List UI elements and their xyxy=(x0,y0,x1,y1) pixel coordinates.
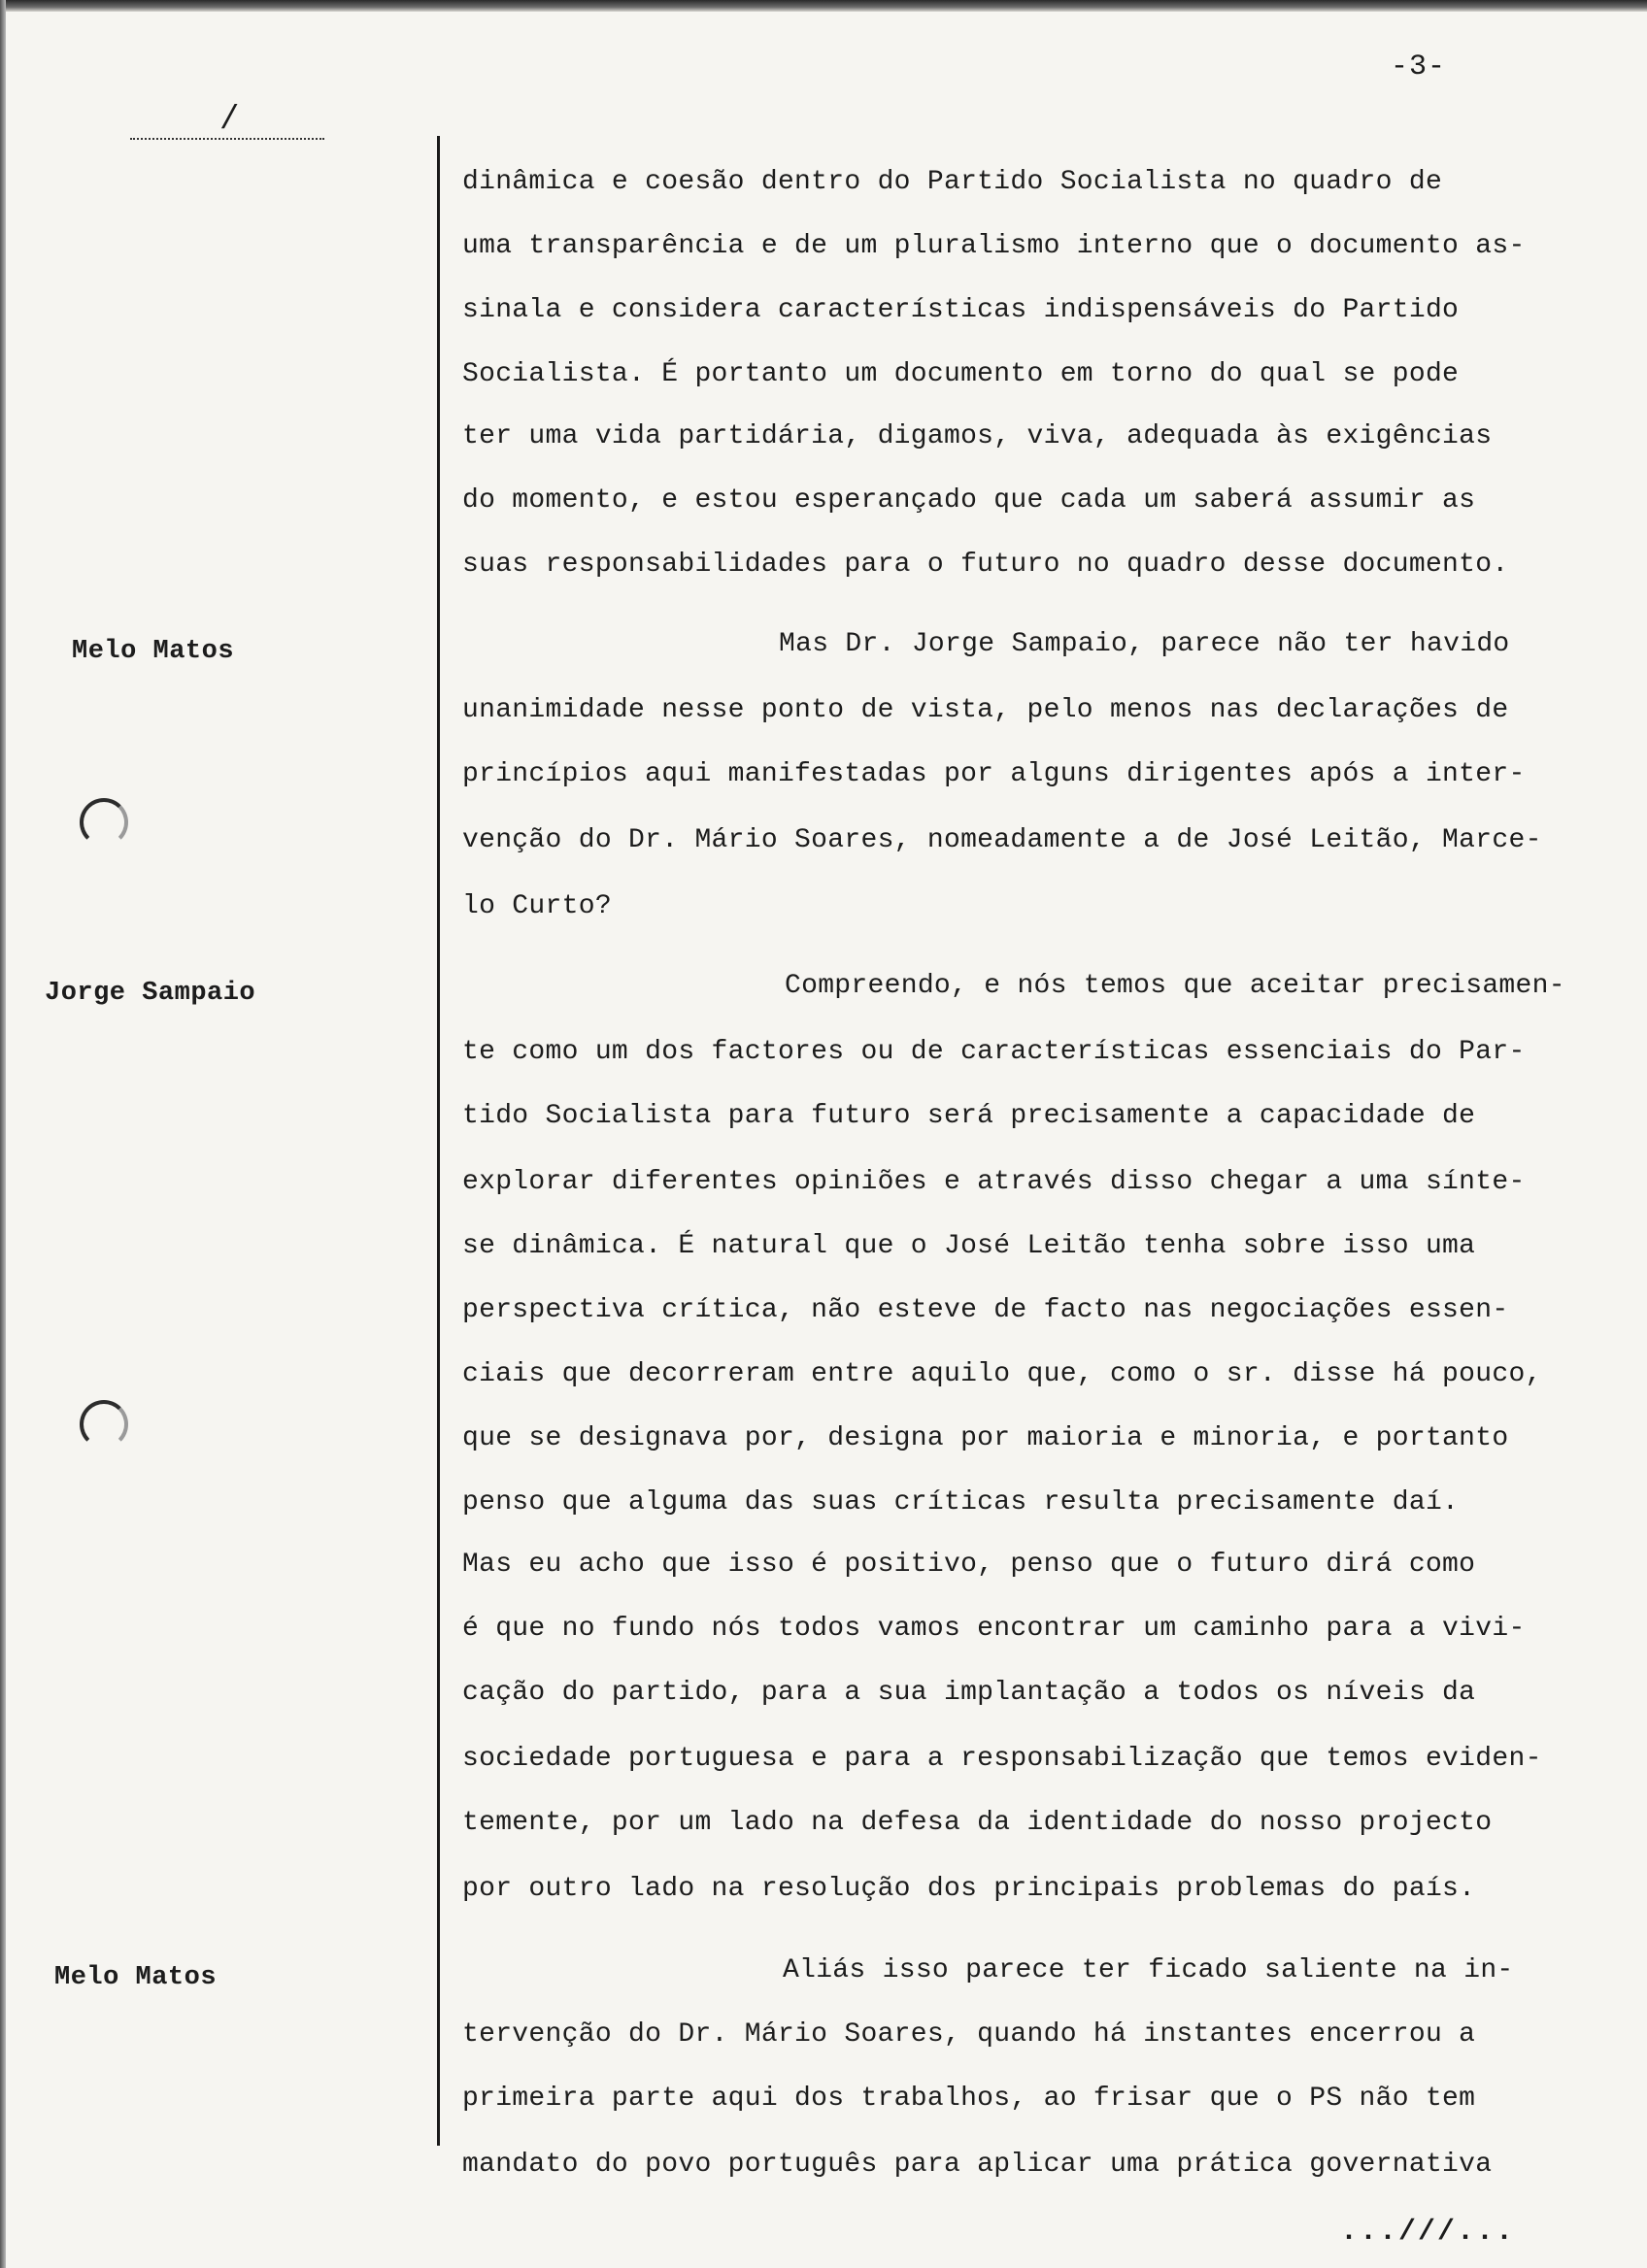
speaker-label: Jorge Sampaio xyxy=(45,979,256,1008)
transcript-line: perspectiva crítica, não esteve de facto nas negociações essen- xyxy=(462,1295,1509,1325)
transcript-line: Socialista. É portanto um documento em torno do qual se pode xyxy=(462,359,1460,389)
margin-slash-mark: / xyxy=(219,102,240,139)
transcript-line: Aliás isso parece ter ficado saliente na in- xyxy=(783,1955,1514,1985)
punch-hole-icon xyxy=(80,798,128,847)
transcript-line: tido Socialista para futuro será precisamente a capacidade de xyxy=(462,1101,1476,1131)
transcript-line: que se designava por, designa por maioria e minoria, e portanto xyxy=(462,1423,1509,1453)
transcript-line: do momento, e estou esperançado que cada um saberá assumir as xyxy=(462,485,1476,516)
page-number: -3- xyxy=(1391,50,1447,83)
scan-top-edge xyxy=(0,0,1647,12)
transcript-line: Mas eu acho que isso é positivo, penso que o futuro dirá como xyxy=(462,1550,1476,1580)
transcript-line: por outro lado na resolução dos principais problemas do país. xyxy=(462,1874,1476,1904)
transcript-line: venção do Dr. Mário Soares, nomeadamente a de José Leitão, Marce- xyxy=(462,825,1542,855)
speaker-label: Melo Matos xyxy=(54,1963,218,1992)
speaker-label: Melo Matos xyxy=(72,637,235,666)
transcript-line: explorar diferentes opiniões e através disso chegar a uma sínte- xyxy=(462,1167,1526,1197)
transcript-line: sinala e considera características indispensáveis do Partido xyxy=(462,295,1460,325)
transcript-line: sociedade portuguesa e para a responsabilização que temos eviden- xyxy=(462,1744,1542,1774)
transcript-line: lo Curto? xyxy=(462,891,612,921)
transcript-line: ter uma vida partidária, digamos, viva, adequada às exigências xyxy=(462,421,1493,451)
transcript-line: princípios aqui manifestadas por alguns dirigentes após a inter- xyxy=(462,759,1526,789)
transcript-line: primeira parte aqui dos trabalhos, ao frisar que o PS não tem xyxy=(462,2084,1476,2114)
transcript-line: é que no fundo nós todos vamos encontrar um caminho para a vivi- xyxy=(462,1614,1526,1644)
transcript-line: dinâmica e coesão dentro do Partido Socialista no quadro de xyxy=(462,167,1443,197)
speaker-column-divider xyxy=(437,136,440,2146)
transcript-line: temente, por um lado na defesa da identidade do nosso projecto xyxy=(462,1808,1493,1838)
transcript-line: ciais que decorreram entre aquilo que, como o sr. disse há pouco, xyxy=(462,1359,1542,1389)
transcript-line: tervenção do Dr. Mário Soares, quando há instantes encerrou a xyxy=(462,2019,1476,2050)
transcript-line: suas responsabilidades para o futuro no quadro desse documento. xyxy=(462,550,1509,580)
transcript-line: cação do partido, para a sua implantação a todos os níveis da xyxy=(462,1678,1476,1708)
transcript-line: unanimidade nesse ponto de vista, pelo menos nas declarações de xyxy=(462,695,1509,725)
continuation-mark: ...///... xyxy=(1340,2216,1516,2249)
transcript-line: se dinâmica. É natural que o José Leitão tenha sobre isso uma xyxy=(462,1231,1476,1261)
punch-hole-icon xyxy=(80,1400,128,1449)
transcript-line: Compreendo, e nós temos que aceitar precisamen- xyxy=(785,971,1565,1001)
transcript-line: penso que alguma das suas críticas resulta precisamente daí. xyxy=(462,1487,1460,1518)
transcript-line: te como um dos factores ou de características essenciais do Par- xyxy=(462,1037,1526,1067)
transcript-line: Mas Dr. Jorge Sampaio, parece não ter havido xyxy=(779,629,1510,659)
scan-left-edge xyxy=(0,0,6,2268)
transcript-line: mandato do povo português para aplicar uma prática governativa xyxy=(462,2150,1493,2180)
transcript-line: uma transparência e de um pluralismo interno que o documento as- xyxy=(462,231,1526,261)
